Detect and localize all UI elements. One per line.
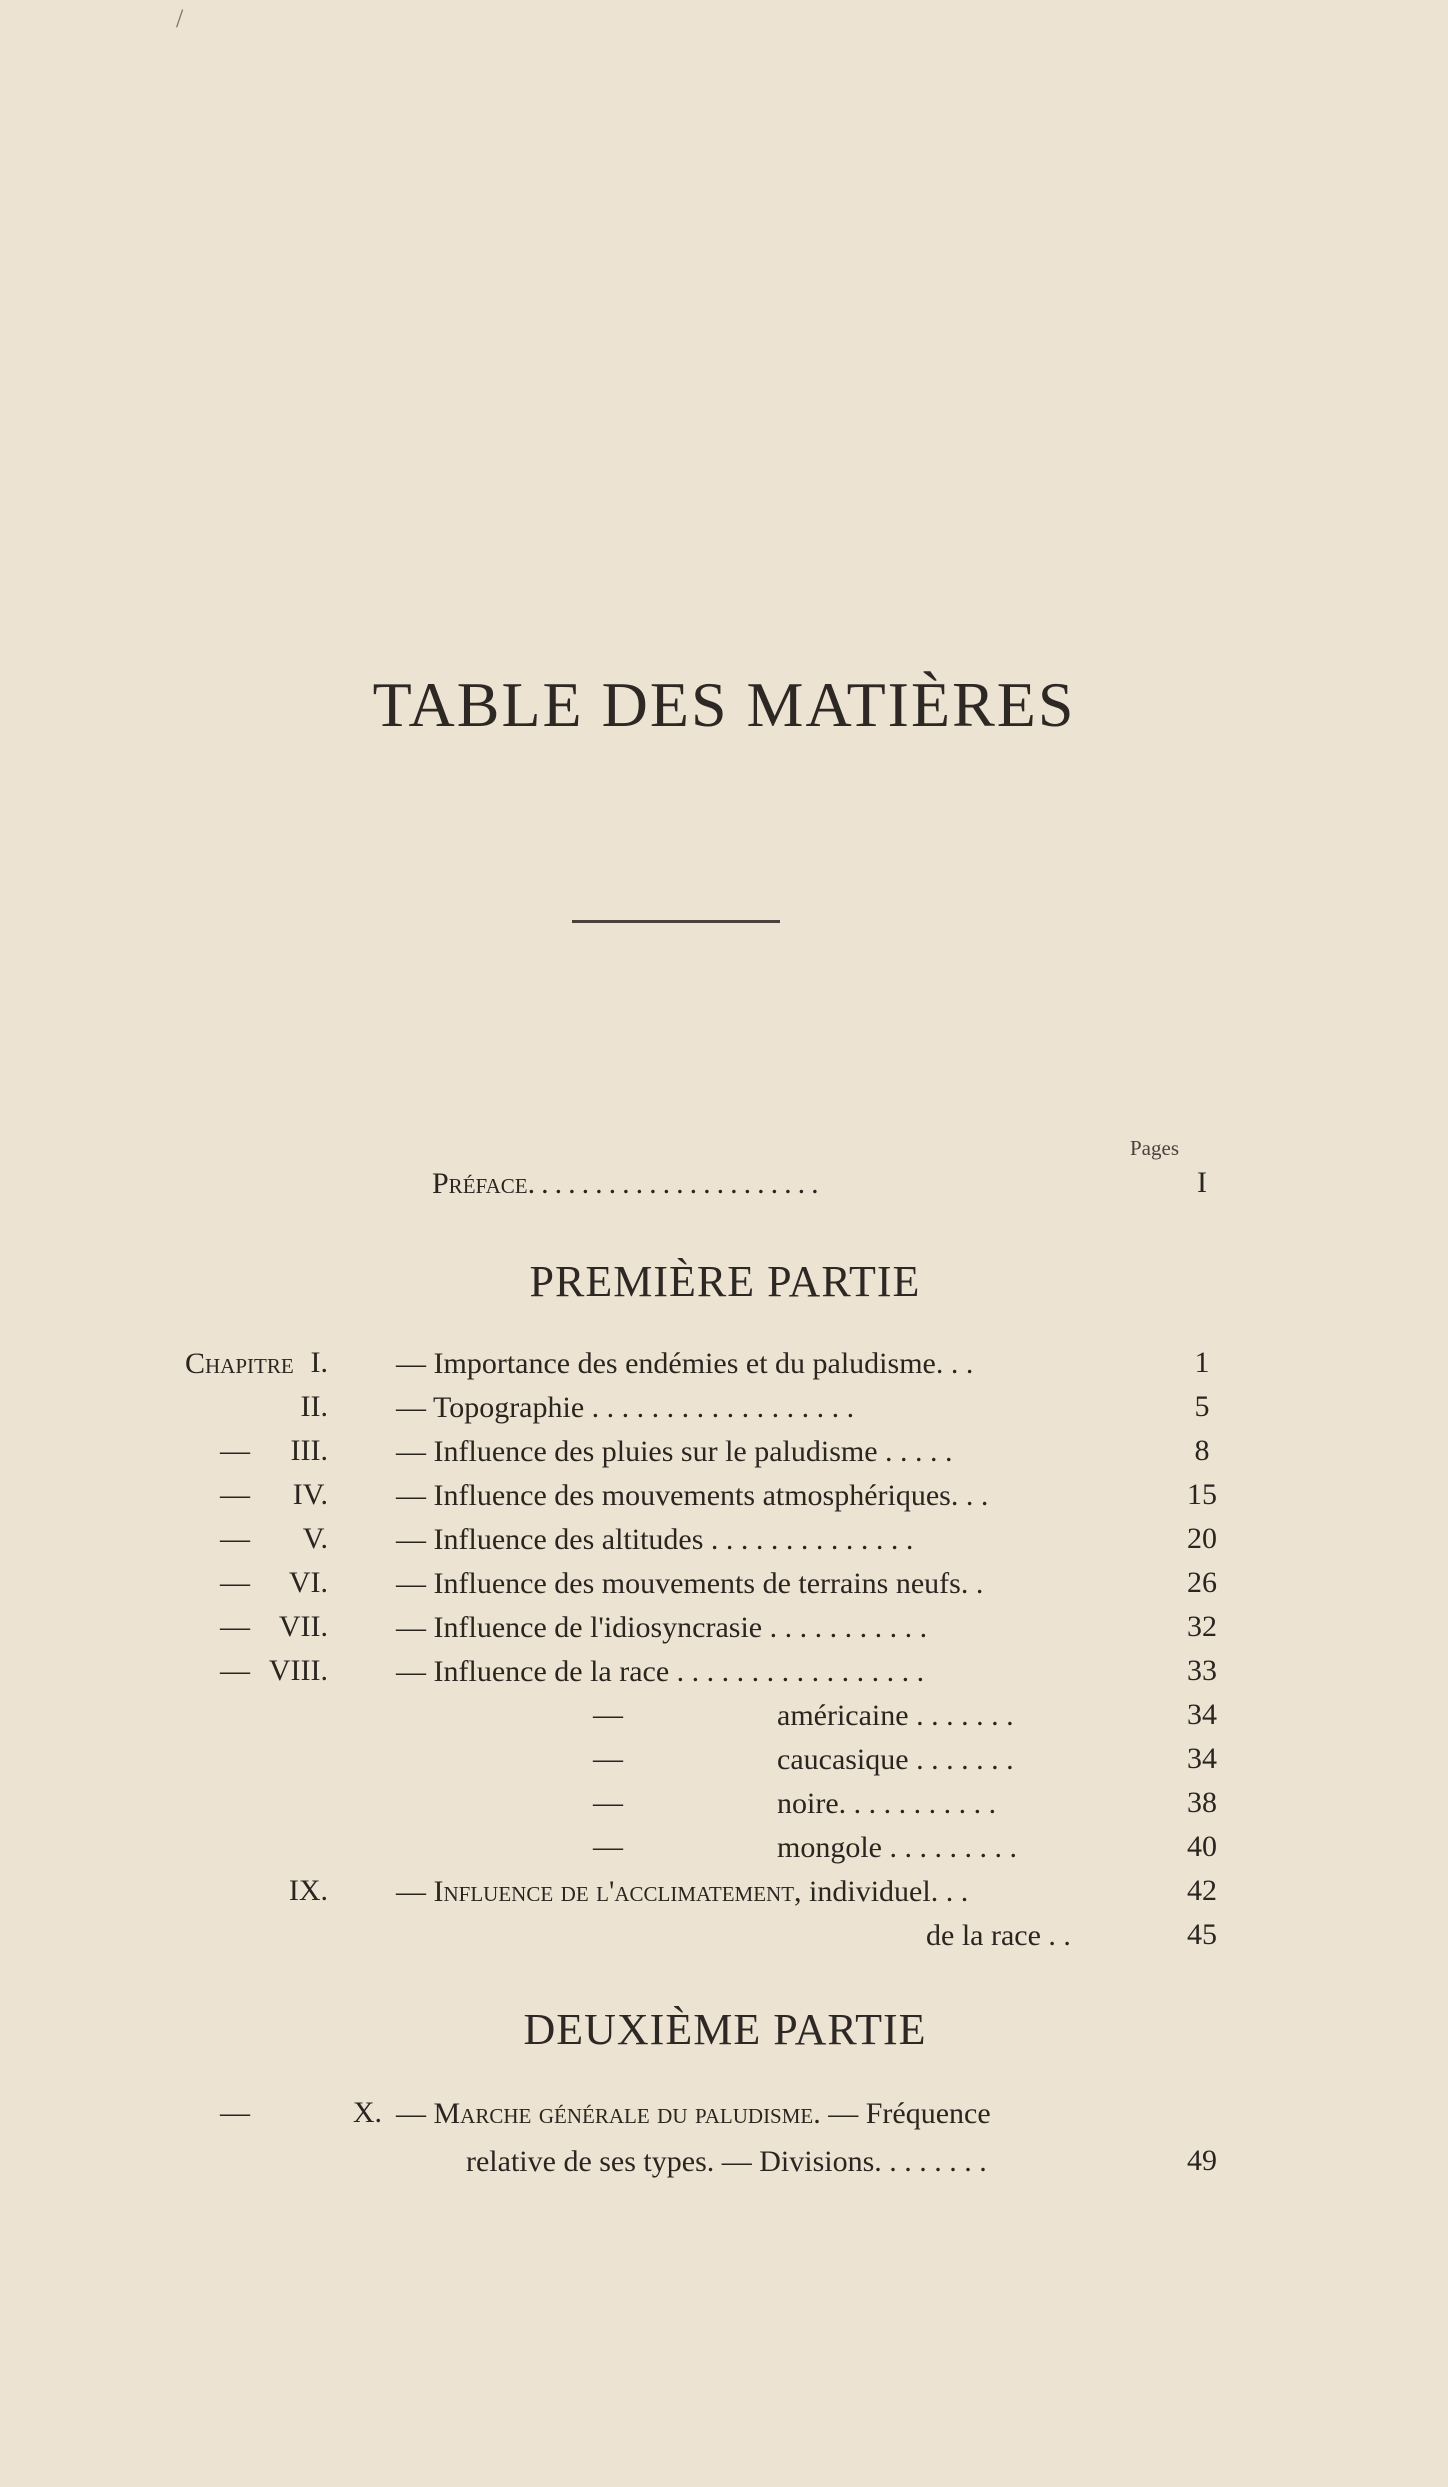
chapter-title: — Influence de l'idiosyncrasie . . . . . . . . . . .	[396, 1611, 928, 1644]
chapter-roman: VI.	[288, 1566, 328, 1599]
chapter-title: — Importance des endémies et du paludisme. . .	[396, 1347, 974, 1380]
race-sub-page: 38	[1187, 1786, 1217, 1819]
chapter-roman: II.	[300, 1390, 328, 1423]
chapter-title: — Topographie . . . . . . . . . . . . . . . . . .	[396, 1391, 855, 1424]
chapter-ix-rest: individuel. . .	[809, 1875, 969, 1908]
chapter-roman: I.	[310, 1346, 328, 1379]
preface-label: Préface	[432, 1167, 528, 1200]
race-sub-page: 34	[1187, 1698, 1217, 1731]
chapter-roman: VII.	[278, 1610, 328, 1643]
chapter-ix-roman: IX.	[288, 1874, 328, 1907]
chapter-ix-text	[396, 1874, 968, 1910]
chapter-x-text	[396, 2096, 991, 2132]
chapter-roman: III.	[290, 1434, 328, 1467]
chapter-title: — Influence des mouvements de terrains neufs. .	[396, 1567, 984, 1600]
pages-column-label: Pages	[1130, 1136, 1179, 1160]
chapter-ix-title: — Influence de l'acclimatement,	[396, 1875, 802, 1908]
preface-entry	[432, 1166, 825, 1202]
race-sub-label: mongole . . . . . . . . .	[777, 1831, 1017, 1864]
race-sub-page: 40	[1187, 1830, 1217, 1863]
race-sub-label: noire. . . . . . . . . . .	[777, 1787, 997, 1820]
race-sub-dash: —	[593, 1698, 623, 1731]
chapter-title: — Influence des mouvements atmosphériques. . .	[396, 1479, 989, 1512]
chapter-page: 26	[1187, 1566, 1217, 1599]
chapter-roman: IV.	[292, 1478, 328, 1511]
preface-page: I	[1197, 1166, 1207, 1199]
race-sub-label: caucasique . . . . . . .	[777, 1743, 1014, 1776]
preface-dots: ......................	[527, 1167, 825, 1200]
page-title: TABLE DES MATIÈRES	[372, 669, 1076, 740]
title-divider	[572, 920, 780, 923]
chapter-dash: —	[220, 1478, 250, 1511]
chapter-dash: —	[220, 1566, 250, 1599]
chapter-ix-page: 42	[1187, 1874, 1217, 1907]
chapter-title: — Influence des altitudes . . . . . . . . . . . . . .	[396, 1523, 914, 1556]
chapter-page: 5	[1194, 1390, 1210, 1423]
chapter-roman: V.	[302, 1522, 328, 1555]
chapter-x-rest: — Fréquence	[828, 2097, 991, 2130]
chapter-x-line2: relative de ses types. — Divisions. . . . . . . .	[466, 2145, 987, 2178]
race-sub-page: 34	[1187, 1742, 1217, 1775]
part-title-2: DEUXIÈME PARTIE	[523, 2005, 927, 2054]
chapter-x-page: 49	[1187, 2144, 1217, 2177]
chapter-ix-sub-page: 45	[1187, 1918, 1217, 1951]
chapter-page: 32	[1187, 1610, 1217, 1643]
chapter-dash: —	[220, 1522, 250, 1555]
chapter-title: — Influence des pluies sur le paludisme . . . . .	[396, 1435, 953, 1468]
chapter-page: 33	[1187, 1654, 1217, 1687]
chapter-word: Chapitre	[185, 1347, 294, 1380]
race-sub-dash: —	[593, 1830, 623, 1863]
race-sub-label: américaine . . . . . . .	[777, 1699, 1014, 1732]
chapter-page: 8	[1194, 1434, 1210, 1467]
chapter-roman: VIII.	[268, 1654, 328, 1687]
chapter-title: — Influence de la race . . . . . . . . . . . . . . . . .	[396, 1655, 925, 1688]
chapter-x-roman: X.	[352, 2096, 382, 2129]
chapter-dash: —	[220, 1654, 250, 1687]
chapter-ix-sub-label: de la race . .	[926, 1919, 1071, 1952]
chapter-dash: —	[220, 1610, 250, 1643]
chapter-dash: —	[220, 1434, 250, 1467]
part-title-1: PREMIÈRE PARTIE	[529, 1257, 921, 1306]
chapter-page: 20	[1187, 1522, 1217, 1555]
chapter-x-title: — Marche générale du paludisme.	[396, 2097, 821, 2130]
race-sub-dash: —	[593, 1742, 623, 1775]
chapter-page: 15	[1187, 1478, 1217, 1511]
stray-mark: /	[176, 4, 184, 33]
chapter-x-dash: —	[220, 2096, 250, 2129]
chapter-page: 1	[1194, 1346, 1210, 1379]
race-sub-dash: —	[593, 1786, 623, 1819]
